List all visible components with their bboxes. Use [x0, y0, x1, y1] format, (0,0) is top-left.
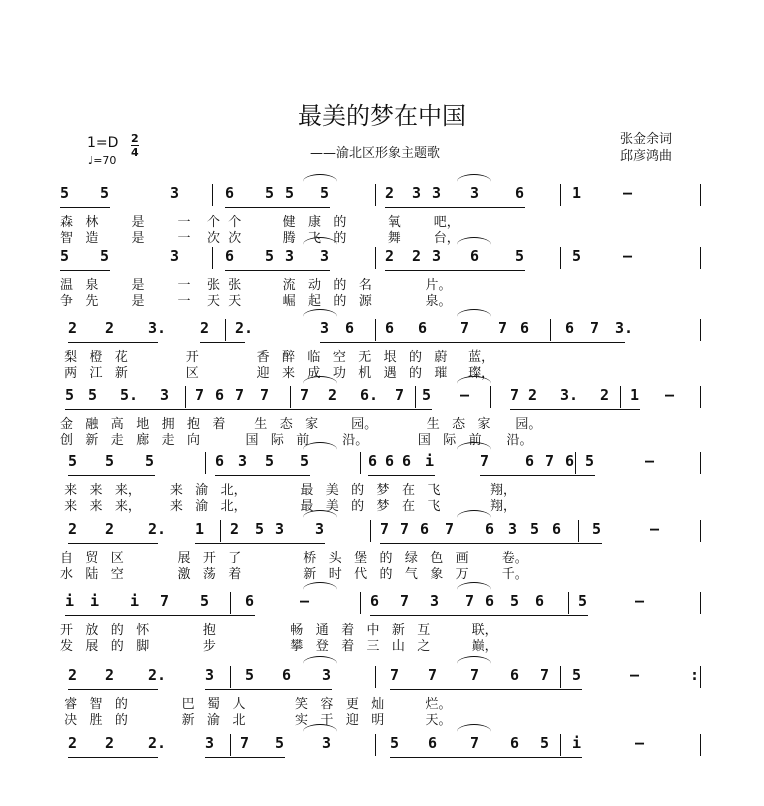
- bar-line: [700, 184, 701, 206]
- note: 7: [240, 734, 250, 752]
- note-row: [60, 184, 700, 204]
- note-row: [60, 319, 700, 339]
- note: 3: [285, 247, 295, 265]
- bar-line: [700, 666, 701, 688]
- slur-mark: [457, 309, 491, 324]
- bar-line: [370, 520, 371, 542]
- slur-mark: [303, 442, 337, 457]
- beam-line: [285, 207, 330, 208]
- bar-line: [560, 184, 561, 206]
- note: 6: [282, 666, 292, 684]
- lyric-verse-2: 智 造 是 一 次 次 腾 飞 的 舞 台，: [60, 231, 460, 246]
- note: 5: [572, 247, 582, 265]
- bar-line: [230, 734, 231, 756]
- slur-mark: [303, 582, 337, 597]
- beam-line: [402, 475, 435, 476]
- note: 1: [195, 520, 205, 538]
- note: 3: [322, 666, 332, 684]
- note: 2: [105, 666, 115, 684]
- note: 3: [320, 247, 330, 265]
- bar-line: [375, 247, 376, 269]
- note: 6: [510, 734, 520, 752]
- note: 3: [432, 184, 442, 202]
- lyric-verse-2: 两 江 新 区 迎 来 成 功 机 遇 的 璀 璨，: [60, 366, 495, 381]
- slur-mark: [457, 237, 491, 252]
- note: 5: [265, 247, 275, 265]
- slur-mark: [457, 656, 491, 671]
- bar-line: [230, 592, 231, 614]
- note: 2: [385, 184, 395, 202]
- bar-line: [360, 592, 361, 614]
- note: 7: [540, 666, 550, 684]
- lyric-verse-1: 金 融 高 地 拥 抱 着 生 态 家 园。 生 态 家 园。: [60, 417, 542, 432]
- beam-line: [590, 342, 625, 343]
- beam-line: [60, 270, 110, 271]
- slur-mark: [457, 724, 491, 739]
- note: 6: [515, 184, 525, 202]
- note: 5: [100, 247, 110, 265]
- note: 5: [145, 452, 155, 470]
- bar-line: [700, 319, 701, 341]
- note: 2.: [148, 520, 167, 538]
- bar-line: [700, 247, 701, 269]
- time-signature: [131, 133, 139, 158]
- beam-line: [535, 615, 588, 616]
- time-signature-top: 2: [131, 132, 139, 145]
- note: 7: [428, 666, 438, 684]
- note: 2: [68, 666, 78, 684]
- note: 5: [245, 666, 255, 684]
- lyric-verse-2: 决 胜 的 新 渝 北 实 干 迎 明 天。: [60, 713, 452, 728]
- lyric-verse-1: 自 贸 区 展 开 了 桥 头 堡 的 绿 色 画 卷。: [60, 551, 528, 566]
- beam-line: [60, 207, 110, 208]
- beam-line: [105, 757, 158, 758]
- note: 5: [255, 520, 265, 538]
- beam-line: [282, 689, 332, 690]
- note: 2: [385, 247, 395, 265]
- beam-line: [105, 342, 158, 343]
- note: 3: [170, 184, 180, 202]
- bar-line: [700, 734, 701, 756]
- note: 5: [592, 520, 602, 538]
- note: 3: [508, 520, 518, 538]
- note: 7: [160, 592, 170, 610]
- note: 6: [345, 319, 355, 337]
- note: 6: [215, 386, 225, 404]
- composer-credit: 邱彦鸿曲: [620, 149, 673, 164]
- bar-line: [375, 734, 376, 756]
- lyric-verse-1: 森 林 是 一 个 个 健 康 的 氧 吧，: [60, 215, 460, 230]
- note: 5: [68, 452, 78, 470]
- note: 5: [390, 734, 400, 752]
- note: 2: [68, 734, 78, 752]
- slur-mark: [303, 510, 337, 525]
- music-system: [60, 516, 700, 592]
- lyric-verse-2: 来 来 来， 来 渝 北， 最 美 的 梦 在 飞 翔，: [60, 499, 516, 514]
- lyric-verse-1: 梨 橙 花 开 香 醉 临 空 无 垠 的 蔚 蓝，: [60, 350, 495, 365]
- note: 6.: [360, 386, 379, 404]
- bar-line: [700, 386, 701, 408]
- note: –: [665, 386, 675, 404]
- note: 3.: [148, 319, 167, 337]
- note: 6: [535, 592, 545, 610]
- time-signature-bottom: 4: [131, 146, 139, 159]
- bar-line: [550, 319, 551, 341]
- lyric-verse-2: 争 先 是 一 天 天 崛 起 的 源 泉。: [60, 294, 452, 309]
- bar-line: [560, 734, 561, 756]
- note: 2.: [148, 734, 167, 752]
- note: –: [623, 247, 633, 265]
- note: i: [572, 734, 582, 752]
- note-row: [60, 592, 700, 612]
- note: 5: [65, 386, 75, 404]
- note: i: [130, 592, 140, 610]
- note: –: [460, 386, 470, 404]
- note: 3.: [560, 386, 579, 404]
- note: 3: [412, 184, 422, 202]
- note: 5: [530, 520, 540, 538]
- note: 5: [422, 386, 432, 404]
- lyric-verse-1: 睿 智 的 巴 蜀 人 笑 容 更 灿 烂。: [60, 697, 452, 712]
- bar-line: [620, 386, 621, 408]
- note: 6: [485, 592, 495, 610]
- bar-line: [415, 386, 416, 408]
- note: 3: [238, 452, 248, 470]
- note: 3: [205, 734, 215, 752]
- note: 5: [60, 184, 70, 202]
- bar-line: [360, 452, 361, 474]
- note: 6: [370, 592, 380, 610]
- note: 3: [160, 386, 170, 404]
- note-row: [60, 520, 700, 540]
- beam-line: [240, 757, 285, 758]
- beam-line: [275, 543, 325, 544]
- note: 3: [275, 520, 285, 538]
- note: 7: [235, 386, 245, 404]
- note: 2.: [235, 319, 254, 337]
- note: 6: [510, 666, 520, 684]
- note: 7: [390, 666, 400, 684]
- note: 7: [470, 666, 480, 684]
- bar-line: [375, 666, 376, 688]
- note: –: [645, 452, 655, 470]
- note: 5: [285, 184, 295, 202]
- note: 6: [485, 520, 495, 538]
- lyricist-credit: 张金余词: [620, 132, 673, 147]
- note: 7: [400, 520, 410, 538]
- note: 5: [275, 734, 285, 752]
- note: 3: [470, 184, 480, 202]
- note: 2: [68, 520, 78, 538]
- beam-line: [565, 475, 595, 476]
- note: 5: [510, 592, 520, 610]
- note: 2: [412, 247, 422, 265]
- slur-mark: [457, 510, 491, 525]
- note: 6: [402, 452, 412, 470]
- note: 7: [498, 319, 508, 337]
- beam-line: [470, 207, 525, 208]
- note: 6: [368, 452, 378, 470]
- beam-line: [265, 475, 310, 476]
- bar-line: [578, 520, 579, 542]
- note: 6: [552, 520, 562, 538]
- note: i: [425, 452, 435, 470]
- note: 7: [460, 319, 470, 337]
- note: 2: [600, 386, 610, 404]
- note: 5: [578, 592, 588, 610]
- beam-line: [600, 409, 640, 410]
- bar-line: [568, 592, 569, 614]
- bar-line: [225, 319, 226, 341]
- note: 2: [105, 520, 115, 538]
- note: 7: [510, 386, 520, 404]
- lyric-verse-1: 来 来 来， 来 渝 北， 最 美 的 梦 在 飞 翔，: [60, 483, 516, 498]
- note: 7: [480, 452, 490, 470]
- note: –: [650, 520, 660, 538]
- note: 5: [88, 386, 98, 404]
- note: 6: [470, 247, 480, 265]
- note: 5.: [120, 386, 139, 404]
- note: 6: [225, 184, 235, 202]
- note: 2: [328, 386, 338, 404]
- note: :: [690, 666, 700, 684]
- note: 2: [105, 734, 115, 752]
- bar-line: [560, 247, 561, 269]
- beam-line: [552, 543, 602, 544]
- note-row: [60, 666, 700, 686]
- note: 3: [322, 734, 332, 752]
- beam-line: [540, 757, 582, 758]
- lyric-verse-2: 发 展 的 脚 步 攀 登 着 三 山 之 巅，: [60, 639, 498, 654]
- note: 1: [572, 184, 582, 202]
- song-subtitle: ——渝北区形象主题歌: [310, 146, 441, 161]
- note: 3: [205, 666, 215, 684]
- note: 5: [300, 452, 310, 470]
- beam-line: [200, 615, 255, 616]
- note: 5: [572, 666, 582, 684]
- note: 2: [68, 319, 78, 337]
- note: 2: [105, 319, 115, 337]
- bar-line: [700, 592, 701, 614]
- note: 6: [525, 452, 535, 470]
- note: 6: [225, 247, 235, 265]
- note: –: [635, 734, 645, 752]
- bar-line: [575, 452, 576, 474]
- note: i: [65, 592, 75, 610]
- note: 5: [265, 184, 275, 202]
- note: 7: [470, 734, 480, 752]
- note: i: [90, 592, 100, 610]
- note: 5: [515, 247, 525, 265]
- music-system: [60, 730, 700, 806]
- note: 6: [565, 452, 575, 470]
- beam-line: [105, 543, 158, 544]
- slur-mark: [303, 174, 337, 189]
- slur-mark: [457, 442, 491, 457]
- note: 5: [60, 247, 70, 265]
- beam-line: [105, 689, 158, 690]
- note: –: [623, 184, 633, 202]
- lyric-verse-1: 开 放 的 怀 抱 畅 通 着 中 新 互 联，: [60, 623, 498, 638]
- music-system: [60, 382, 700, 458]
- note: 6: [420, 520, 430, 538]
- slur-mark: [457, 174, 491, 189]
- bar-line: [560, 666, 561, 688]
- music-system: [60, 448, 700, 524]
- note: 6: [385, 319, 395, 337]
- note-row: [60, 452, 700, 472]
- note: 5: [265, 452, 275, 470]
- note: 3: [170, 247, 180, 265]
- music-system: [60, 662, 700, 738]
- note: 6: [428, 734, 438, 752]
- bar-line: [212, 184, 213, 206]
- slur-mark: [303, 724, 337, 739]
- note: 3.: [615, 319, 634, 337]
- bar-line: [700, 452, 701, 474]
- bar-line: [230, 666, 231, 688]
- note: 2: [230, 520, 240, 538]
- note: 7: [465, 592, 475, 610]
- note: –: [635, 592, 645, 610]
- note: 2: [200, 319, 210, 337]
- note-row: [60, 247, 700, 267]
- note: 7: [260, 386, 270, 404]
- music-system: [60, 315, 700, 391]
- beam-line: [470, 270, 525, 271]
- note: 3: [320, 319, 330, 337]
- slur-mark: [457, 376, 491, 391]
- note: 5: [200, 592, 210, 610]
- bar-line: [375, 319, 376, 341]
- note: 6: [215, 452, 225, 470]
- bar-line: [290, 386, 291, 408]
- note: –: [300, 592, 310, 610]
- note: 7: [445, 520, 455, 538]
- note: 6: [565, 319, 575, 337]
- note-row: [60, 734, 700, 754]
- note: 5: [320, 184, 330, 202]
- bar-line: [205, 452, 206, 474]
- note-row: [60, 386, 700, 406]
- bar-line: [375, 184, 376, 206]
- lyric-verse-2: 水 陆 空 激 荡 着 新 时 代 的 气 象 万 千。: [60, 567, 528, 582]
- note: 3: [430, 592, 440, 610]
- beam-line: [285, 270, 330, 271]
- note: 2: [528, 386, 538, 404]
- note: 6: [385, 452, 395, 470]
- note: 7: [395, 386, 405, 404]
- bar-line: [220, 520, 221, 542]
- note: 7: [380, 520, 390, 538]
- note: 3: [315, 520, 325, 538]
- note: 7: [545, 452, 555, 470]
- bar-line: [700, 520, 701, 542]
- slur-mark: [303, 376, 337, 391]
- note: 6: [245, 592, 255, 610]
- slur-mark: [457, 582, 491, 597]
- beam-line: [395, 409, 432, 410]
- note: 7: [195, 386, 205, 404]
- note: 7: [300, 386, 310, 404]
- bar-line: [212, 247, 213, 269]
- lyric-verse-2: 创 新 走 廊 走 向 国 际 前 沿。 国 际 前 沿。: [60, 433, 533, 448]
- slur-mark: [303, 656, 337, 671]
- note: 2.: [148, 666, 167, 684]
- slur-mark: [303, 237, 337, 252]
- note: 7: [590, 319, 600, 337]
- note: 3: [432, 247, 442, 265]
- song-title: 最美的梦在中国: [298, 102, 466, 130]
- beam-line: [540, 689, 582, 690]
- note: 5: [540, 734, 550, 752]
- tempo-marking: ♩=70: [88, 154, 117, 167]
- key-signature: 1=D: [87, 135, 119, 151]
- note: 5: [105, 452, 115, 470]
- note: 6: [520, 319, 530, 337]
- note: 1: [630, 386, 640, 404]
- beam-line: [105, 475, 155, 476]
- note: 5: [585, 452, 595, 470]
- bar-line: [185, 386, 186, 408]
- note: 7: [400, 592, 410, 610]
- note: –: [630, 666, 640, 684]
- beam-line: [200, 342, 245, 343]
- music-system: [60, 243, 700, 319]
- note: 5: [100, 184, 110, 202]
- slur-mark: [303, 309, 337, 324]
- lyric-verse-1: 温 泉 是 一 张 张 流 动 的 名 片。: [60, 278, 452, 293]
- note: 6: [418, 319, 428, 337]
- music-system: [60, 588, 700, 664]
